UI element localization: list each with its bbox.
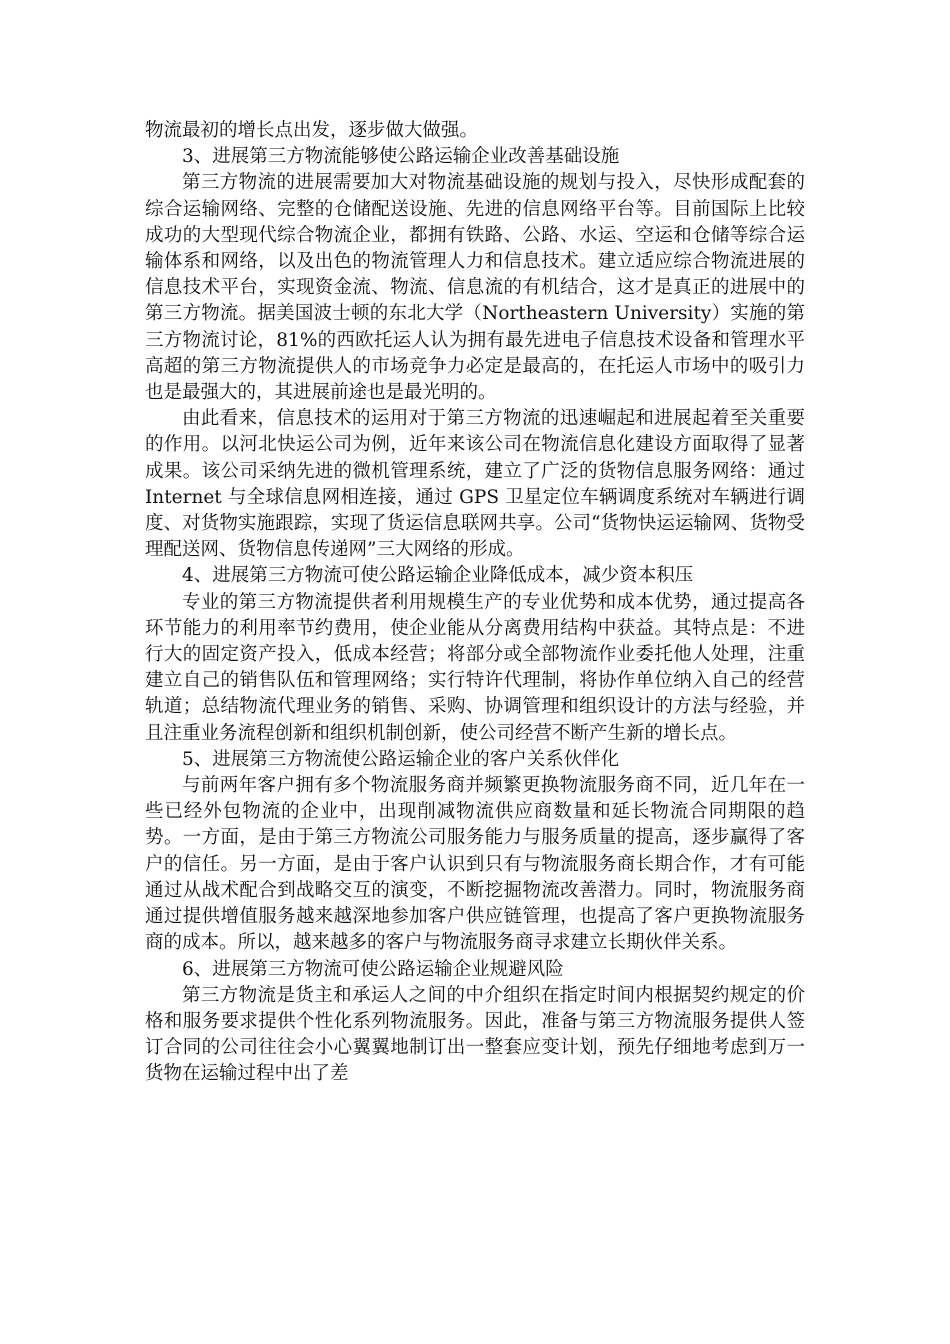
paragraph-risk-avoidance: 第三方物流是货主和承运人之间的中介组织在指定时间内根据契约规定的价格和服务要求提供个性化系列物流服务。因此，准备与第三方物流服务提供人签订合同的公司往往会小心翼翼地制订出一整套应变计划，预先仔细地考虑到万一货物在运输过程中出了差 <box>145 984 805 1085</box>
section-heading-4: 4、进展第三方物流可使公路运输企业降低成本，减少资本积压 <box>182 565 694 587</box>
paragraph-infrastructure: 第三方物流的进展需要加大对物流基础设施的规划与投入，尽快形成配套的综合运输网络、完整的仓储配送设施、先进的信息网络平台等。目前国际上比较成功的大型现代综合物流企业，都拥有铁路、公路、水运、空运和仓储等综合运输体系和网络，以及出色的物流管理人力和信息技术。建立适应综合物流进展的信息技术平台，实现资金流、物流、信息流的有机结合，这才是真正的进展中的第三方物流。据美国波士顿的东北大学（Northeastern University）实施的第三方物流讨论，81%的西欧托运人认为拥有最先进电子信息技术设备和管理水平高超的第三方物流提供人的市场竞争力必定是最高的，在托运人市场中的吸引力也是最强大的，其进展前途也是最光明的。 <box>145 172 805 404</box>
section-heading-5: 5、进展第三方物流使公路运输企业的客户关系伙伴化 <box>182 748 620 770</box>
paragraph-continuation: 物流最初的增长点出发，逐步做大做强。 <box>145 120 479 141</box>
section-heading-3: 3、进展第三方物流能够使公路运输企业改善基础设施 <box>182 146 620 168</box>
paragraph-cost-reduction: 专业的第三方物流提供者利用规模生产的专业优势和成本优势，通过提高各环节能力的利用率节约费用，使企业能从分离费用结构中获益。其特点是：不进行大的固定资产投入，低成本经营；将部分或全部物流作业委托他人处理，注重建立自己的销售队伍和管理网络；实行特许代理制，将协作单位纳入自己的经营轨道；总结物流代理业务的销售、采购、协调管理和组织设计的方法与经验，并且注重业务流程创新和组织机制创新，使公司经营不断产生新的增长点。 <box>145 591 805 744</box>
paragraph-partnership: 与前两年客户拥有多个物流服务商并频繁更换物流服务商不同，近几年在一些已经外包物流的企业中，出现削减物流供应商数量和延长物流合同期限的趋势。一方面，是由于第三方物流公司服务能力与服务质量的提高，逐步赢得了客户的信任。另一方面，是由于客户认识到只有与物流服务商长期合作，才有可能通过从战术配合到战略交互的演变，不断挖掘物流改善潜力。同时，物流服务商通过提供增值服务越来越深地参加客户供应链管理，也提高了客户更换物流服务商的成本。所以，越来越多的客户与物流服务商寻求建立长期伙伴关系。 <box>145 775 805 954</box>
section-heading-6: 6、进展第三方物流可使公路运输企业规避风险 <box>182 958 564 980</box>
paragraph-information-technology: 由此看来，信息技术的运用对于第三方物流的迅速崛起和进展起着至关重要的作用。以河北快运公司为例，近年来该公司在物流信息化建设方面取得了显著成果。该公司采纳先进的微机管理系统，建立了广泛的货物信息服务网络：通过 Internet 与全球信息网相连接，通过 GPS 卫星定位车辆调度系统对车辆进行调度、对货物实施跟踪，实现了货运信息联网共享。公司“货物快运运输网、货物受理配送网、货物信息传递网”三大网络的形成。 <box>145 408 805 561</box>
document-page <box>145 118 805 1088</box>
